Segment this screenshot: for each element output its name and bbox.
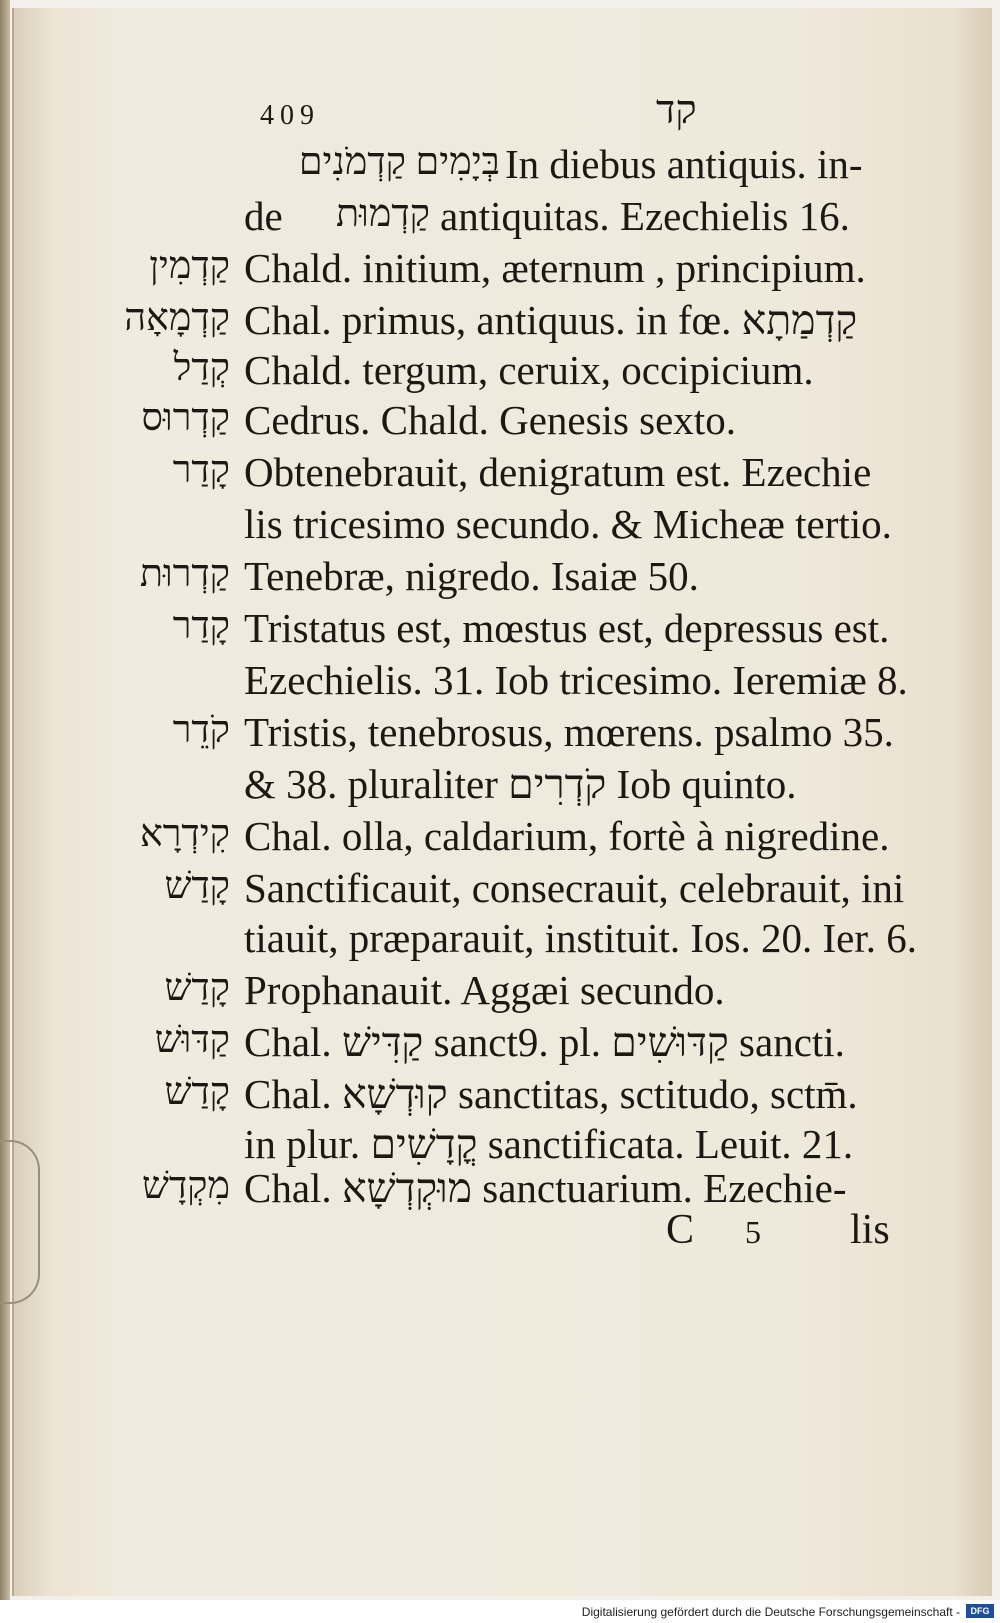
hebrew-headword: קַדְרוּת — [139, 553, 230, 595]
hebrew-headword: קָדַשׁ — [164, 1071, 230, 1113]
entry-line — [0, 192, 1000, 248]
hebrew-headword: קִידְרָא — [139, 813, 230, 855]
latin-gloss: Tristatus est, mœstus est, depressus est. — [244, 605, 890, 651]
dictionary-entry — [0, 296, 1000, 352]
hebrew-headword: קַדְרוּס — [141, 397, 230, 439]
dictionary-entry — [0, 864, 1000, 920]
latin-gloss: Tenebræ, nigredo. Isaiæ 50. — [244, 553, 699, 599]
latin-gloss: Tristis, tenebrosus, mœrens. psalmo 35. — [244, 709, 894, 755]
signature-number: 5 — [745, 1214, 761, 1250]
entry-line — [0, 140, 1000, 196]
latin-gloss: antiquitas. Ezechielis 16. — [440, 193, 850, 239]
page-number: 409 — [260, 100, 320, 131]
dfg-logo: DFG — [966, 1604, 994, 1618]
latin-gloss: Chal. מוּקְדְשָׁא sanctuarium. Ezechie- — [244, 1165, 847, 1211]
hebrew-headword: קְדַל — [173, 347, 230, 389]
hebrew-headword: קַדְמָאָה — [124, 297, 230, 339]
latin-gloss: & 38. pluraliter קֹדְרִים Iob quinto. — [244, 761, 797, 807]
running-head: קד — [656, 87, 697, 132]
catchword: lis — [850, 1207, 890, 1253]
latin-gloss: Cedrus. Chald. Genesis sexto. — [244, 397, 736, 443]
latin-gloss: Ezechielis. 31. Iob tricesimo. Ieremiæ 8. — [244, 657, 908, 703]
hebrew-headword: קָדַר — [172, 449, 230, 491]
latin-gloss: Chald. tergum, ceruix, occipicium. — [244, 347, 814, 393]
hebrew-headword: קֹדֵר — [172, 709, 230, 751]
hebrew-headword: בְּיָמִים קַדְמֹנִים — [298, 141, 500, 183]
hebrew-headword: מִקְדָשׁ — [141, 1165, 230, 1207]
latin-gloss: tiauit, præparauit, instituit. Ios. 20. Ier. 6. — [244, 915, 917, 961]
dictionary-entry — [0, 708, 1000, 764]
latin-gloss: in plur. קֳדָשִׁים sanctificata. Leuit. 21. — [244, 1121, 854, 1167]
dictionary-entry — [0, 552, 1000, 608]
latin-gloss: lis tricesimo secundo. & Micheæ tertio. — [244, 501, 892, 547]
dictionary-entry — [0, 1070, 1000, 1126]
dictionary-entry — [0, 448, 1000, 504]
hebrew-headword: קַדּוּשׁ — [154, 1019, 230, 1061]
dictionary-entry — [0, 1018, 1000, 1074]
dictionary-entry — [0, 656, 1000, 712]
latin-gloss: Sanctificauit, consecrauit, celebrauit, ini — [244, 865, 905, 911]
latin-gloss: Prophanauit. Aggæi secundo. — [244, 967, 725, 1013]
dictionary-entry — [0, 396, 1000, 452]
dictionary-entry — [0, 812, 1000, 868]
latin-gloss: Obtenebrauit, denigratum est. Ezechie — [244, 449, 872, 495]
latin-gloss: Chal. primus, antiquus. in fœ. קַדְמַתָא — [244, 297, 858, 343]
hebrew-headword: קַדְמוּת — [335, 193, 430, 235]
line-prefix: de — [244, 193, 283, 239]
hebrew-headword: קָדַשׁ — [164, 865, 230, 907]
digitization-footer — [0, 1600, 1000, 1623]
signature-mark: C — [666, 1207, 695, 1253]
dictionary-entry — [0, 500, 1000, 556]
latin-gloss: Chald. initium, æternum , principium. — [244, 245, 866, 291]
dictionary-entry — [0, 604, 1000, 660]
latin-gloss: Chal. קַדִּישׁ sanct9. pl. קַדּוּשִׁים sancti. — [244, 1019, 845, 1065]
hebrew-headword: קָדַשׁ — [164, 967, 230, 1009]
dictionary-entry — [0, 914, 1000, 970]
dictionary-entry — [0, 966, 1000, 1022]
latin-gloss: In diebus antiquis. in- — [505, 141, 863, 187]
footer-credit: Digitalisierung gefördert durch die Deutsche Forschungsgemeinschaft - — [581, 1605, 960, 1619]
dictionary-entry — [0, 760, 1000, 816]
latin-gloss: Chal. olla, caldarium, fortè à nigredine. — [244, 813, 890, 859]
dictionary-entry — [0, 244, 1000, 300]
hebrew-headword: קָדַר — [172, 605, 230, 647]
hebrew-headword: קַדְמִין — [149, 245, 230, 287]
latin-gloss: Chal. קוּדְשָׁא sanctitas, sctitudo, sctm̄. — [244, 1071, 858, 1117]
dictionary-entry — [0, 346, 1000, 402]
